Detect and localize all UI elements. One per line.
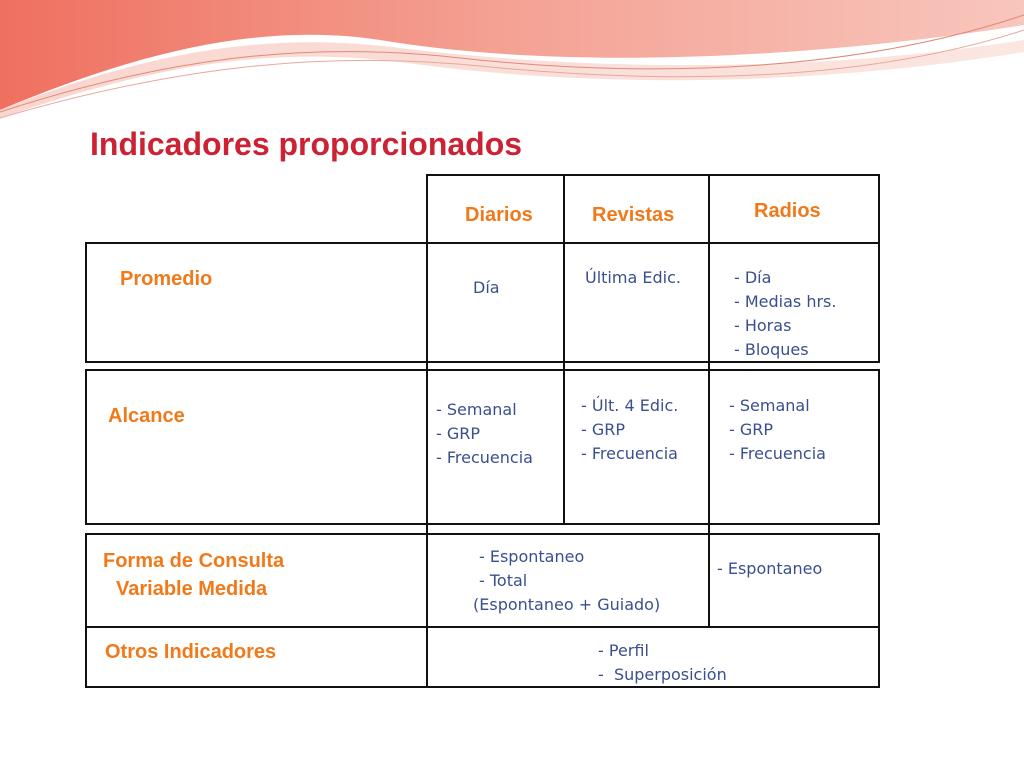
table-border	[85, 533, 880, 535]
list-item: - Horas	[734, 316, 792, 335]
list-item: - Bloques	[734, 340, 809, 359]
cell-otros-all	[598, 639, 727, 687]
table-border	[426, 533, 428, 628]
table-border	[85, 533, 87, 628]
table-border	[426, 174, 880, 176]
row-label-otros-indicadores: Otros Indicadores	[105, 641, 277, 663]
column-header-diarios: Diarios	[465, 204, 533, 226]
table-border	[85, 242, 87, 363]
column-header-revistas: Revistas	[592, 204, 675, 226]
table-border	[708, 533, 710, 628]
table-border	[708, 174, 710, 244]
header-swoosh-decoration	[0, 0, 1024, 130]
list-item: - GRP	[436, 424, 481, 443]
table-border	[85, 523, 880, 525]
cell-promedio-diarios: Día	[473, 278, 500, 297]
list-item: - GRP	[729, 420, 774, 439]
table-border	[563, 369, 565, 525]
list-item: - Superposición	[598, 665, 727, 684]
row-label-variable-medida: Variable Medida	[116, 578, 268, 600]
list-item: - Total	[479, 571, 528, 590]
table-border	[85, 369, 87, 525]
table-border	[878, 533, 880, 628]
list-item: - Semanal	[436, 400, 517, 419]
table-border	[426, 369, 428, 525]
list-item: - Perfil	[598, 641, 649, 660]
list-item: - Últ. 4 Edic.	[581, 396, 679, 415]
row-label-forma-de-consulta: Forma de Consulta	[103, 550, 285, 572]
column-header-radios: Radios	[754, 200, 821, 222]
list-item: - Espontaneo	[479, 547, 585, 566]
list-item: - Día	[734, 268, 772, 287]
list-item: - GRP	[581, 420, 626, 439]
cell-alcance-radios	[729, 394, 826, 466]
table-border	[85, 686, 880, 688]
list-item: - Semanal	[729, 396, 810, 415]
table-border	[878, 626, 880, 688]
list-item: - Medias hrs.	[734, 292, 837, 311]
table-border	[85, 242, 880, 244]
table-border	[878, 242, 880, 363]
list-item: (Espontaneo + Guiado)	[473, 595, 661, 614]
table-border	[426, 626, 428, 688]
table-border	[426, 174, 428, 244]
table-border	[878, 369, 880, 525]
cell-promedio-radios	[734, 266, 836, 362]
cell-promedio-revistas: Última Edic.	[585, 268, 681, 287]
table-border	[85, 626, 87, 688]
table-border	[708, 369, 710, 525]
page-title: Indicadores proporcionados	[90, 126, 523, 162]
table-border	[708, 242, 710, 363]
table-border	[426, 242, 428, 363]
list-item: - Frecuencia	[436, 448, 533, 467]
row-label-alcance: Alcance	[108, 405, 185, 427]
cell-alcance-revistas	[581, 394, 678, 466]
cell-alcance-diarios	[436, 398, 533, 470]
list-item: - Frecuencia	[581, 444, 678, 463]
row-label-promedio: Promedio	[120, 268, 213, 290]
table-border	[85, 369, 880, 371]
cell-forma-radios: - Espontaneo	[717, 559, 823, 578]
table-border	[563, 242, 565, 363]
table-border	[878, 174, 880, 244]
table-border	[563, 174, 565, 244]
table-border	[85, 626, 880, 628]
list-item: - Frecuencia	[729, 444, 826, 463]
cell-forma-diarios-revistas	[473, 545, 660, 617]
